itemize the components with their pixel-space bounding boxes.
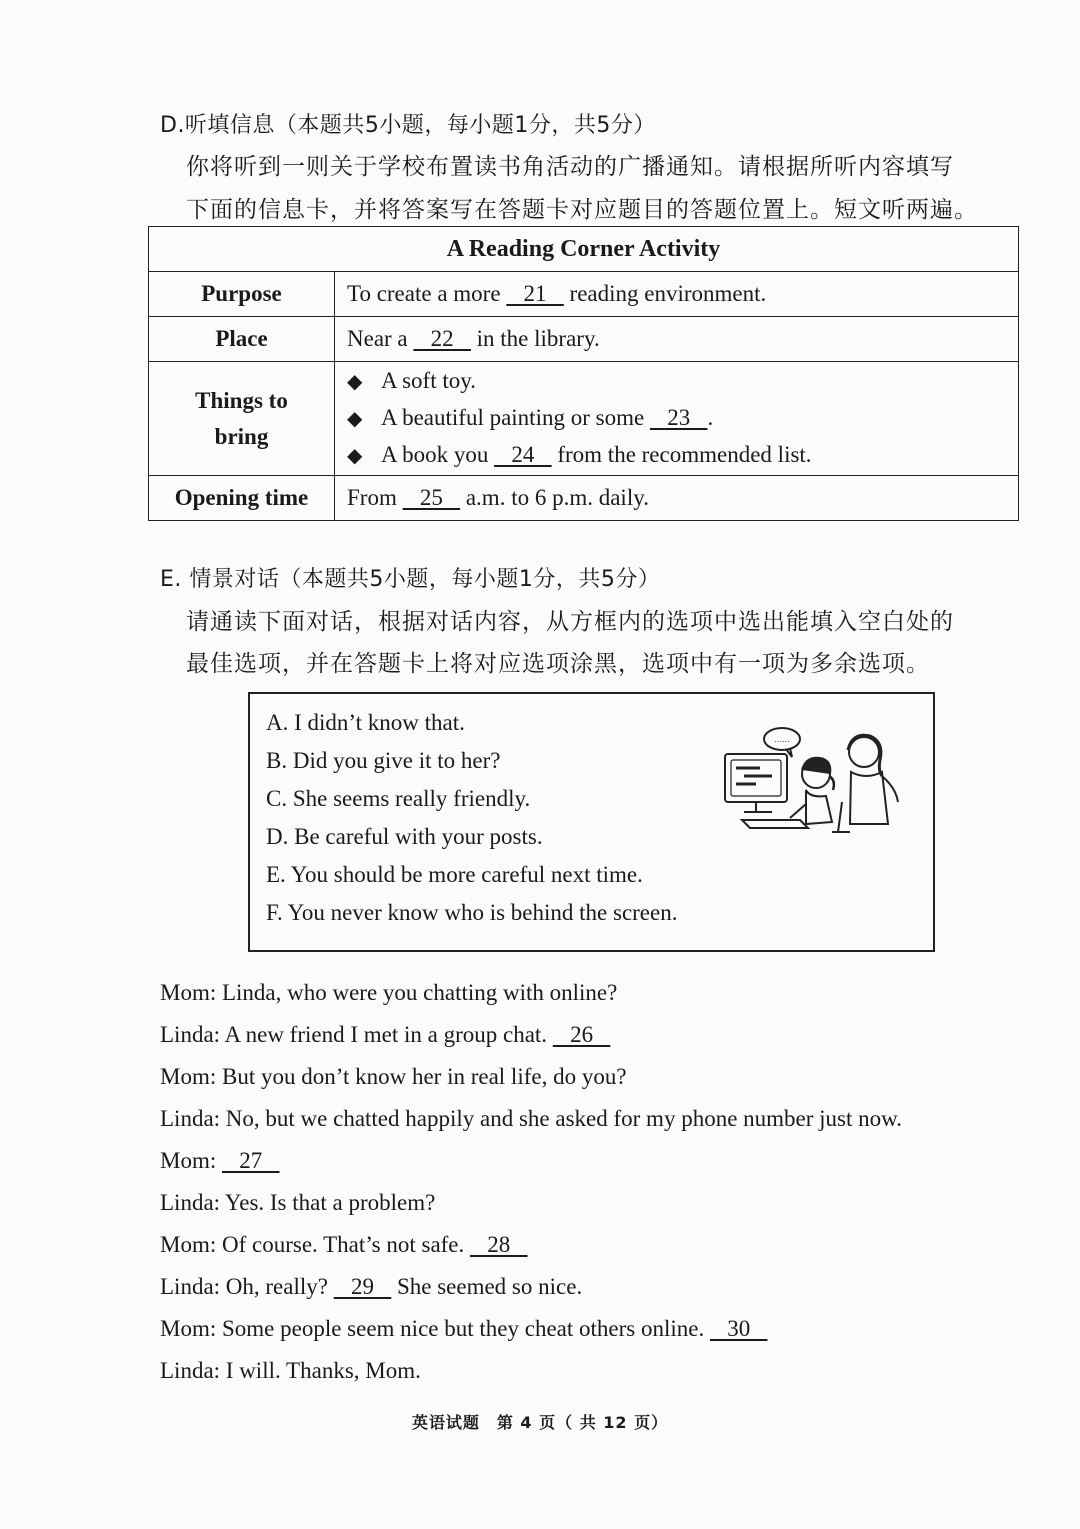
answer-blank: 27 [221,1148,280,1173]
page-footer: 英语试题 第 4 页（ 共 12 页） [411,1413,669,1432]
list-item: ◆ A soft toy. [347,363,1017,400]
dialogue-line: Linda: No, but we chatted happily and she asked for my phone number just now. [160,1106,903,1131]
svg-text:......: ...... [774,735,790,744]
table-row [149,317,1019,362]
dialogue-line: Mom: Of course. That’s not safe. 28 [160,1232,528,1257]
things-label: Things to bring [149,362,335,476]
blank-24: 24 [494,442,552,467]
info-card-table [148,226,1019,521]
time-label: Opening time [149,476,335,521]
purpose-value: To create a more 21 reading environment. [335,272,1019,317]
list-item: ◆ A beautiful painting or some 23 . [347,400,1017,437]
answer-blank: 30 [709,1316,768,1341]
blank-23: 23 [649,405,708,430]
place-value: Near a 22 in the library. [335,317,1019,362]
diamond-bullet-icon: ◆ [347,408,363,430]
table-row [149,476,1019,521]
girl-at-computer-illustration [720,724,905,834]
blank-25: 25 [402,485,461,510]
options-box [248,692,935,952]
section-e-instruction-2: 最佳选项，并在答题卡上将对应选项涂黑，选项中有一项为多余选项。 [186,651,930,677]
section-e-instruction-1: 请通读下面对话，根据对话内容，从方框内的选项中选出能填入空白处的 [186,609,954,635]
option-e: E. You should be more careful next time. [266,862,643,887]
dialogue-line: Linda: I will. Thanks, Mom. [160,1358,421,1383]
section-d-title: D.听填信息（本题共5小题，每小题1分，共5分） [160,113,656,138]
section-d-instruction-1: 你将听到一则关于学校布置读书角活动的广播通知。请根据所听内容填写 [186,154,954,180]
dialogue-line: Linda: A new friend I met in a group chat. 26 [160,1022,611,1047]
time-value: From 25 a.m. to 6 p.m. daily. [335,476,1019,521]
option-c: C. She seems really friendly. [266,786,531,811]
list-item: ◆ A book you 24 from the recommended list. [347,437,1017,474]
table-row [149,272,1019,317]
section-e-title: E. 情景对话（本题共5小题，每小题1分，共5分） [160,567,661,592]
dialogue-line: Mom: Linda, who were you chatting with online? [160,980,618,1005]
dialogue-line: Linda: Yes. Is that a problem? [160,1190,436,1215]
blank-21: 21 [506,281,564,306]
diamond-bullet-icon: ◆ [347,371,363,393]
table-heading: A Reading Corner Activity [149,227,1019,272]
answer-blank: 26 [552,1022,611,1047]
dialogue-line: Mom: 27 [160,1148,280,1173]
place-label: Place [149,317,335,362]
dialogue-line: Linda: Oh, really? 29 She seemed so nice. [160,1274,583,1299]
section-d-instruction-2: 下面的信息卡，并将答案写在答题卡对应题目的答题位置上。短文听两遍。 [186,197,978,223]
dialogue-line: Mom: Some people seem nice but they cheat others online. 30 [160,1316,768,1341]
diamond-bullet-icon: ◆ [347,445,363,467]
things-list [335,362,1019,476]
option-a: A. I didn’t know that. [266,710,465,735]
blank-22: 22 [413,326,471,351]
option-f: F. You never know who is behind the screen. [266,900,678,925]
option-b: B. Did you give it to her? [266,748,501,773]
purpose-label: Purpose [149,272,335,317]
option-d: D. Be careful with your posts. [266,824,543,849]
answer-blank: 29 [333,1274,392,1299]
table-row [149,362,1019,476]
answer-blank: 28 [470,1232,528,1257]
dialogue-line: Mom: But you don’t know her in real life, do you? [160,1064,627,1089]
